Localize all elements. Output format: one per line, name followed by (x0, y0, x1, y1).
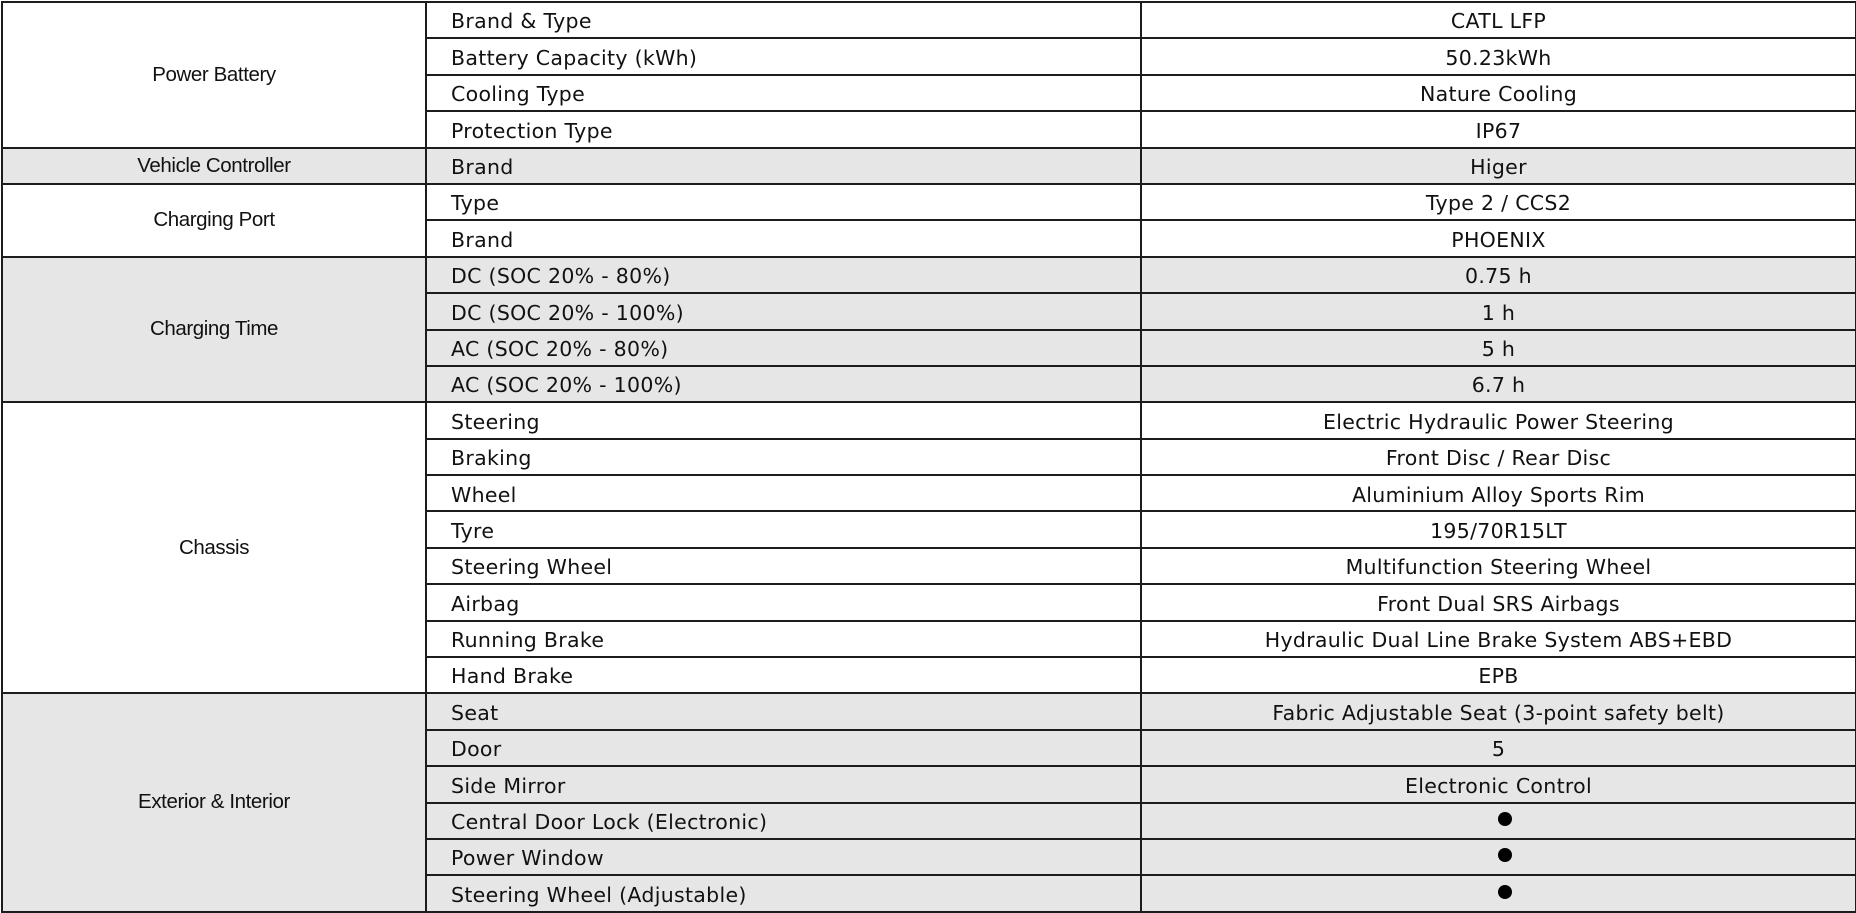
param-label: Seat (426, 693, 1141, 729)
table-row (2, 693, 1856, 729)
param-label: Running Brake (426, 621, 1141, 657)
filled-dot-icon (1498, 848, 1512, 862)
param-label: Type (426, 184, 1141, 220)
param-value: Multifunction Steering Wheel (1141, 548, 1856, 584)
table-row (2, 148, 1856, 184)
param-label: Brand & Type (426, 2, 1141, 38)
table-row (2, 2, 1856, 38)
param-value (1141, 803, 1856, 839)
spec-table-body (2, 2, 1856, 912)
param-value: 1 h (1141, 293, 1856, 329)
param-label: Steering (426, 402, 1141, 438)
param-value: Fabric Adjustable Seat (3-point safety belt) (1141, 693, 1856, 729)
param-value: Front Disc / Rear Disc (1141, 439, 1856, 475)
param-value: 5 (1141, 730, 1856, 766)
group-label: Charging Time (2, 257, 426, 403)
param-label: Brand (426, 148, 1141, 184)
param-value: EPB (1141, 657, 1856, 693)
param-value (1141, 839, 1856, 875)
param-label: AC (SOC 20% - 80%) (426, 330, 1141, 366)
table-row (2, 184, 1856, 220)
group-label: Chassis (2, 402, 426, 693)
param-value: 6.7 h (1141, 366, 1856, 402)
param-label: Wheel (426, 475, 1141, 511)
param-value: Aluminium Alloy Sports Rim (1141, 475, 1856, 511)
param-value: 195/70R15LT (1141, 511, 1856, 547)
param-label: Steering Wheel (426, 548, 1141, 584)
group-label: Vehicle Controller (2, 148, 426, 184)
param-label: DC (SOC 20% - 80%) (426, 257, 1141, 293)
param-label: Airbag (426, 584, 1141, 620)
param-label: Side Mirror (426, 766, 1141, 802)
param-label: DC (SOC 20% - 100%) (426, 293, 1141, 329)
param-label: AC (SOC 20% - 100%) (426, 366, 1141, 402)
param-value: Electric Hydraulic Power Steering (1141, 402, 1856, 438)
param-value: Type 2 / CCS2 (1141, 184, 1856, 220)
param-value: Higer (1141, 148, 1856, 184)
param-label: Hand Brake (426, 657, 1141, 693)
param-label: Door (426, 730, 1141, 766)
filled-dot-icon (1498, 812, 1512, 826)
param-label: Braking (426, 439, 1141, 475)
param-value (1141, 875, 1856, 911)
param-value: 5 h (1141, 330, 1856, 366)
group-label: Exterior & Interior (2, 693, 426, 911)
param-value: PHOENIX (1141, 220, 1856, 256)
param-label: Brand (426, 220, 1141, 256)
param-label: Central Door Lock (Electronic) (426, 803, 1141, 839)
table-row (2, 257, 1856, 293)
param-label: Battery Capacity (kWh) (426, 38, 1141, 74)
param-value: Hydraulic Dual Line Brake System ABS+EBD (1141, 621, 1856, 657)
param-value: Front Dual SRS Airbags (1141, 584, 1856, 620)
filled-dot-icon (1498, 885, 1512, 899)
group-label: Power Battery (2, 2, 426, 148)
param-value: Nature Cooling (1141, 75, 1856, 111)
group-label: Charging Port (2, 184, 426, 257)
param-value: IP67 (1141, 111, 1856, 147)
param-value: 50.23kWh (1141, 38, 1856, 74)
param-value: CATL LFP (1141, 2, 1856, 38)
param-label: Steering Wheel (Adjustable) (426, 875, 1141, 911)
vehicle-spec-table (1, 1, 1856, 913)
param-label: Tyre (426, 511, 1141, 547)
table-row (2, 402, 1856, 438)
param-label: Protection Type (426, 111, 1141, 147)
param-label: Cooling Type (426, 75, 1141, 111)
param-label: Power Window (426, 839, 1141, 875)
param-value: 0.75 h (1141, 257, 1856, 293)
param-value: Electronic Control (1141, 766, 1856, 802)
